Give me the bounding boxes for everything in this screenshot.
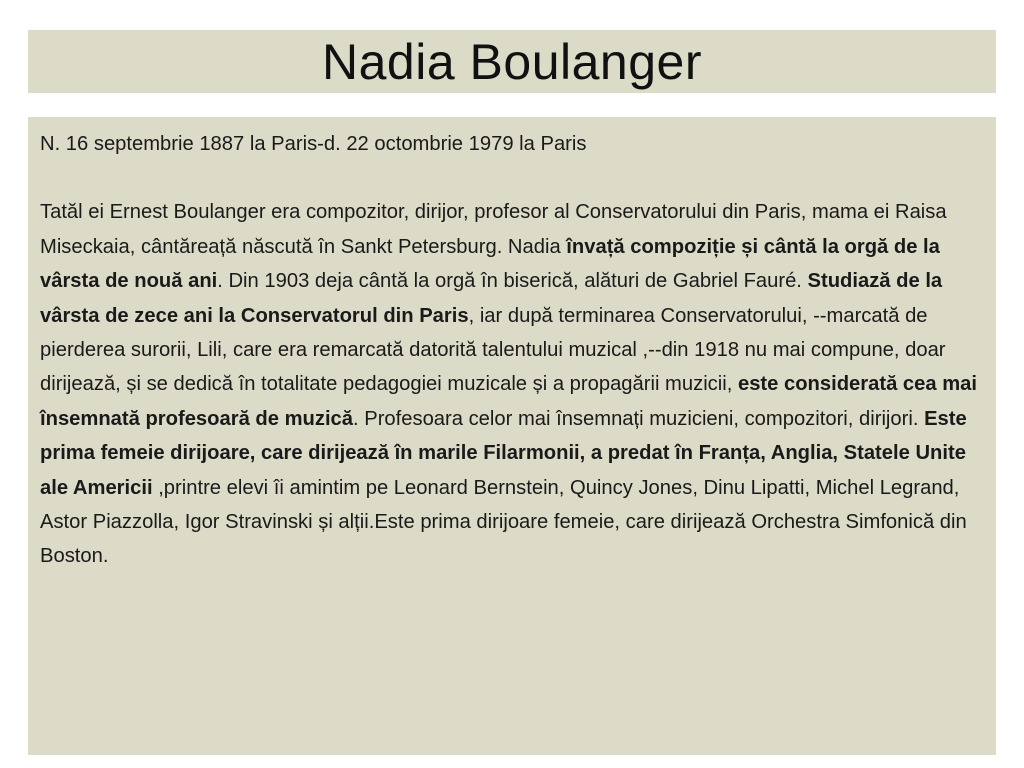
bio-segment-bold: Este prima femeie dirijoare, care dirijează în marile Filarmonii, a predat în Franța, Anglia, Statele Unite ale Americii <box>40 407 967 499</box>
bio-segment: . Profesoara celor mai însemnați muzicieni, compozitori, dirijori. <box>353 407 925 430</box>
bio-segment: Tatăl ei Ernest Boulanger era compozitor, dirijor, profesor al Conservatorului din Paris, mama ei Raisa Miseckaia, cântăreață născută în Sankt Petersburg. Nadia <box>40 201 947 258</box>
title-panel <box>28 30 996 93</box>
bio-segment: ,printre elevi îi amintim pe Leonard Bernstein, Quincy Jones, Dinu Lipatti, Michel Legrand, Astor Piazzolla, Igor Stravinski și alții.Este prima dirijoare femeie, care dirijează Orchestra Simfonică din Boston. <box>40 476 967 568</box>
bio-segment-bold: Studiază de la vârsta de zece ani la Conservatorul din Paris <box>40 270 943 327</box>
life-dates: N. 16 septembrie 1887 la Paris-d. 22 octombrie 1979 la Paris <box>40 133 587 155</box>
bio-segment: , iar după terminarea Conservatorului, --marcată de pierderea surorii, Lili, care era remarcată datorită talentului muzical ,--din 1918 nu mai compune, doar dirijează, și se dedică în totalitate pedagogiei muzicale și a propagării muzicii, <box>40 304 946 396</box>
bio-segment-bold: învață compoziție și cântă la orgă de la vârsta de nouă ani <box>40 235 940 293</box>
bio-segment-bold: este considerată cea mai însemnată profesoară de muzică <box>40 373 977 430</box>
slide-title: Nadia Boulanger <box>322 33 702 90</box>
bio-segment: . Din 1903 deja cântă la orgă în biserică, alături de Gabriel Fauré. <box>217 270 808 293</box>
content-panel <box>28 117 996 755</box>
biography-paragraph <box>40 195 984 573</box>
